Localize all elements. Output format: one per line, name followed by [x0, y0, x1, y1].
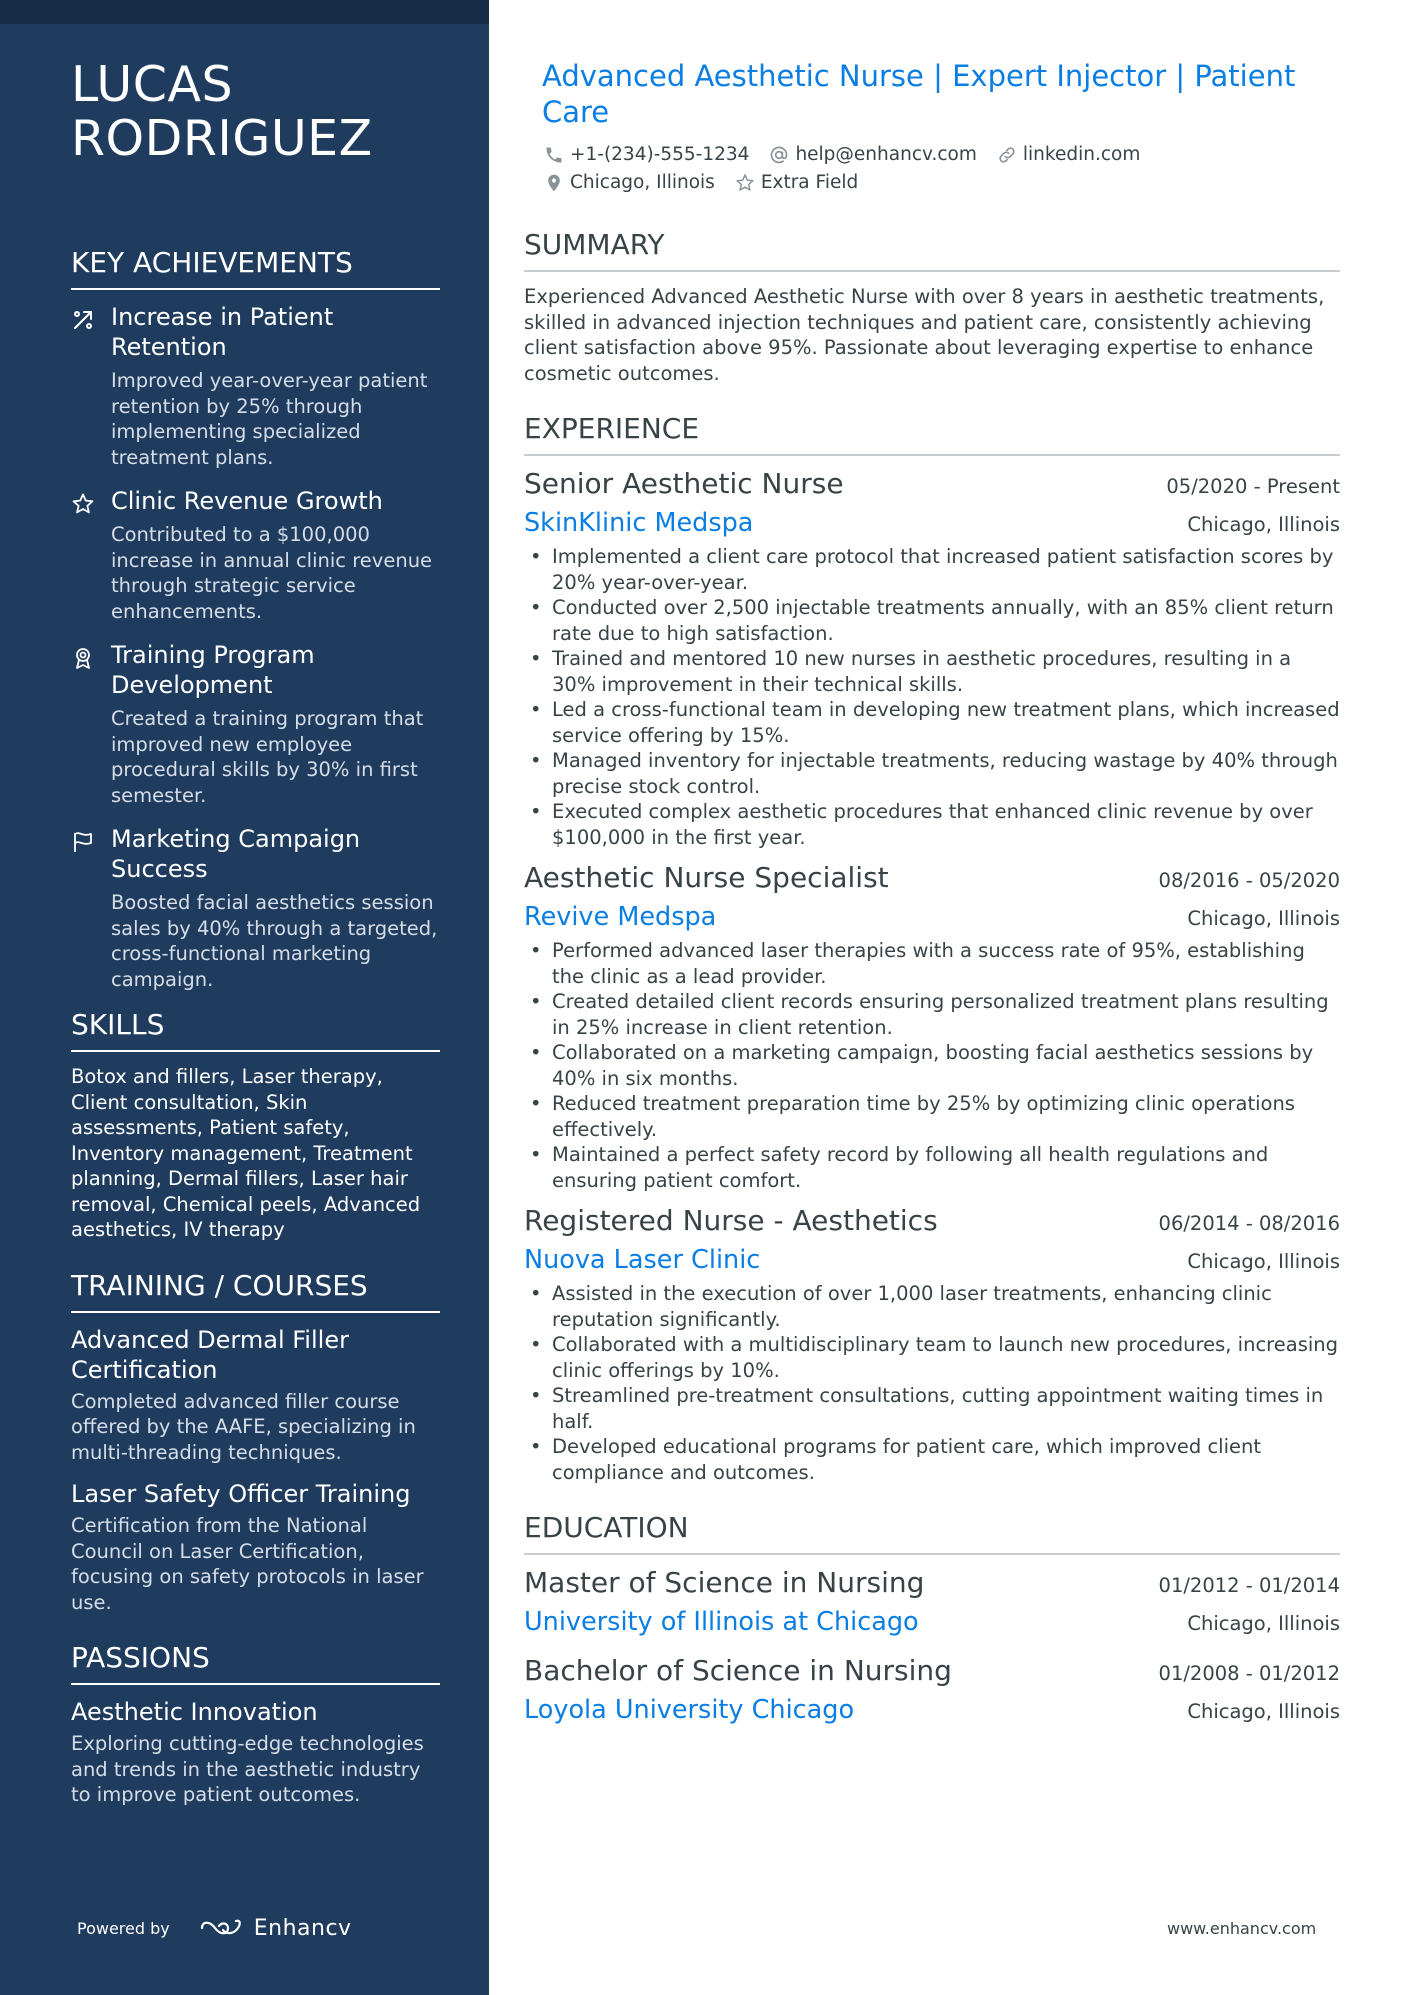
- location-contact: [544, 172, 715, 194]
- achievement-title: Training Program Development: [111, 641, 315, 699]
- school-name: Loyola University Chicago: [524, 1695, 855, 1725]
- training-section: [71, 1269, 440, 1616]
- contact-info: [524, 144, 1340, 194]
- job-date: 05/2020 - Present: [1166, 475, 1340, 498]
- job-entry: [524, 466, 1340, 850]
- award-ribbon-icon: [71, 640, 111, 808]
- achievement-item: [71, 486, 440, 624]
- location-text: Chicago, Illinois: [570, 172, 715, 193]
- flag-icon: [71, 824, 111, 992]
- bullet-item: • Developed educational programs for patient care, which improved client compliance and outcomes.: [524, 1434, 1340, 1485]
- job-entry: [524, 860, 1340, 1193]
- job-location: Chicago, Illinois: [1187, 1250, 1340, 1273]
- achievement-item: [71, 640, 440, 808]
- achievement-description: Contributed to a $100,000 increase in annual clinic revenue through strategic service enhancements.: [111, 523, 433, 623]
- education-heading: EDUCATION: [524, 1511, 1340, 1555]
- job-bullets: [524, 1281, 1340, 1485]
- skills-section: [71, 1008, 440, 1243]
- training-heading: TRAINING / COURSES: [71, 1269, 440, 1313]
- achievement-item: [71, 824, 440, 992]
- passions-section: [71, 1641, 440, 1808]
- enhancv-logo[interactable]: [198, 1915, 352, 1941]
- passion-description: Exploring cutting-edge technologies and trends in the aesthetic industry to improve patient outcomes.: [71, 1732, 424, 1806]
- star-icon: [71, 486, 111, 624]
- job-entry: [524, 1203, 1340, 1485]
- education-date: 01/2008 - 01/2012: [1158, 1662, 1340, 1685]
- achievement-item: [71, 302, 440, 470]
- job-title: Aesthetic Nurse Specialist: [524, 861, 889, 894]
- location-pin-icon: [544, 173, 564, 193]
- sidebar-top-bar: [0, 0, 489, 24]
- achievement-title: Clinic Revenue Growth: [111, 487, 383, 515]
- bullet-item: • Trained and mentored 10 new nurses in aesthetic procedures, resulting in a 30% improvement in their technical skills.: [524, 646, 1340, 697]
- at-icon: [769, 145, 789, 165]
- education-location: Chicago, Illinois: [1187, 1700, 1340, 1723]
- bullet-item: • Collaborated on a marketing campaign, boosting facial aesthetics sessions by 40% in six months.: [524, 1040, 1340, 1091]
- job-company: Nuova Laser Clinic: [524, 1245, 761, 1275]
- link-icon: [997, 145, 1017, 165]
- school-name: University of Illinois at Chicago: [524, 1607, 919, 1637]
- bullet-item: • Performed advanced laser therapies with a success rate of 95%, establishing the clinic as a lead provider.: [524, 938, 1340, 989]
- achievement-description: Improved year-over-year patient retention by 25% through implementing specialized treatment plans.: [111, 369, 428, 469]
- linkedin-contact[interactable]: [997, 144, 1140, 166]
- job-date: 06/2014 - 08/2016: [1158, 1212, 1340, 1235]
- main-content: [524, 58, 1340, 1727]
- achievement-description: Created a training program that improved new employee procedural skills by 30% in first semester.: [111, 707, 424, 807]
- email-text: help@enhancv.com: [795, 144, 977, 165]
- achievement-title: Marketing Campaign Success: [111, 825, 361, 883]
- bullet-item: • Implemented a client care protocol that increased patient satisfaction scores by 20% year-over-year.: [524, 544, 1340, 595]
- phone-icon: [544, 145, 564, 165]
- bullet-item: • Managed inventory for injectable treatments, reducing wastage by 40% through precise stock control.: [524, 748, 1340, 799]
- course-description: Certification from the National Council on Laser Certification, focusing on safety protocols in laser use.: [71, 1514, 424, 1614]
- email-contact[interactable]: [769, 144, 976, 166]
- phone-contact[interactable]: [544, 144, 749, 166]
- achievements-section: [71, 246, 440, 992]
- phone-text: +1-(234)-555-1234: [570, 144, 750, 165]
- sidebar: [0, 0, 489, 1995]
- education-date: 01/2012 - 01/2014: [1158, 1574, 1340, 1597]
- job-company: SkinKlinic Medspa: [524, 508, 754, 538]
- bullet-item: • Conducted over 2,500 injectable treatments annually, with an 85% client return rate due to high satisfaction.: [524, 595, 1340, 646]
- passion-title: Aesthetic Innovation: [71, 1698, 318, 1726]
- course-title: Laser Safety Officer Training: [71, 1480, 411, 1508]
- star-outline-icon: [735, 173, 755, 193]
- education-location: Chicago, Illinois: [1187, 1612, 1340, 1635]
- summary-section: [524, 228, 1340, 386]
- bullet-item: • Assisted in the execution of over 1,000 laser treatments, enhancing clinic reputation significantly.: [524, 1281, 1340, 1332]
- extra-text: Extra Field: [760, 172, 859, 193]
- job-location: Chicago, Illinois: [1187, 907, 1340, 930]
- candidate-name: LUCAS RODRIGUEZ: [71, 56, 373, 167]
- experience-section: [524, 412, 1340, 1485]
- sidebar-content: [71, 58, 440, 1808]
- bullet-item: • Created detailed client records ensuring personalized treatment plans resulting in 25% increase in client retention.: [524, 989, 1340, 1040]
- skills-list: Botox and fillers, Laser therapy, Client consultation, Skin assessments, Patient safety, Inventory management, Treatment planning, Dermal fillers, Laser hair removal, Chemical peels, Advanced aesthetics, IV therapy: [71, 1065, 421, 1241]
- course-item: [71, 1325, 440, 1466]
- course-item: [71, 1479, 440, 1615]
- footer-url[interactable]: www.enhancv.com: [1167, 1919, 1317, 1938]
- job-location: Chicago, Illinois: [1187, 513, 1340, 536]
- linkedin-text: linkedin.com: [1022, 144, 1141, 165]
- degree-title: Master of Science in Nursing: [524, 1566, 925, 1599]
- job-bullets: [524, 938, 1340, 1193]
- passion-item: [71, 1697, 440, 1808]
- education-entry: [524, 1565, 1340, 1639]
- growth-arrows-icon: [71, 302, 111, 470]
- bullet-item: • Reduced treatment preparation time by 25% by optimizing clinic operations effectively.: [524, 1091, 1340, 1142]
- passions-heading: PASSIONS: [71, 1641, 440, 1685]
- education-section: [524, 1511, 1340, 1727]
- course-title: Advanced Dermal Filler Certification: [71, 1325, 349, 1384]
- powered-by: [77, 1915, 352, 1941]
- skills-heading: SKILLS: [71, 1008, 440, 1052]
- bullet-item: • Maintained a perfect safety record by following all health regulations and ensuring patient comfort.: [524, 1142, 1340, 1193]
- summary-heading: SUMMARY: [524, 228, 1340, 272]
- bullet-item: • Executed complex aesthetic procedures that enhanced clinic revenue by over $100,000 in the first year.: [524, 799, 1340, 850]
- achievements-heading: KEY ACHIEVEMENTS: [71, 246, 440, 290]
- enhancv-logo-icon: [198, 1915, 244, 1941]
- extra-contact: [735, 172, 858, 194]
- bullet-item: • Led a cross-functional team in developing new treatment plans, which increased service offering by 15%.: [524, 697, 1340, 748]
- job-title: Registered Nurse - Aesthetics: [524, 1204, 938, 1237]
- powered-by-label: Powered by: [77, 1918, 170, 1938]
- course-description: Completed advanced filler course offered by the AAFE, specializing in multi-threading techniques.: [71, 1389, 416, 1464]
- degree-title: Bachelor of Science in Nursing: [524, 1654, 952, 1687]
- headline: Advanced Aesthetic Nurse | Expert Injector | Patient Care: [542, 59, 1296, 129]
- experience-heading: EXPERIENCE: [524, 412, 1340, 456]
- bullet-item: • Streamlined pre-treatment consultations, cutting appointment waiting times in half.: [524, 1383, 1340, 1434]
- summary-text: Experienced Advanced Aesthetic Nurse with over 8 years in aesthetic treatments, skilled in advanced injection techniques and patient care, consistently achieving client satisfaction above 95%. Passionate about leveraging expertise to enhance cosmetic outcomes.: [524, 285, 1325, 385]
- bullet-item: • Collaborated with a multidisciplinary team to launch new procedures, increasing clinic offerings by 10%.: [524, 1332, 1340, 1383]
- job-title: Senior Aesthetic Nurse: [524, 467, 844, 500]
- job-date: 08/2016 - 05/2020: [1158, 869, 1340, 892]
- achievement-description: Boosted facial aesthetics session sales by 40% through a targeted, cross-functional marketing campaign.: [111, 891, 438, 991]
- achievement-title: Increase in Patient Retention: [111, 303, 334, 361]
- enhancv-brand: Enhancv: [253, 1915, 352, 1941]
- education-entry: [524, 1653, 1340, 1727]
- job-company: Revive Medspa: [524, 902, 717, 932]
- job-bullets: [524, 544, 1340, 850]
